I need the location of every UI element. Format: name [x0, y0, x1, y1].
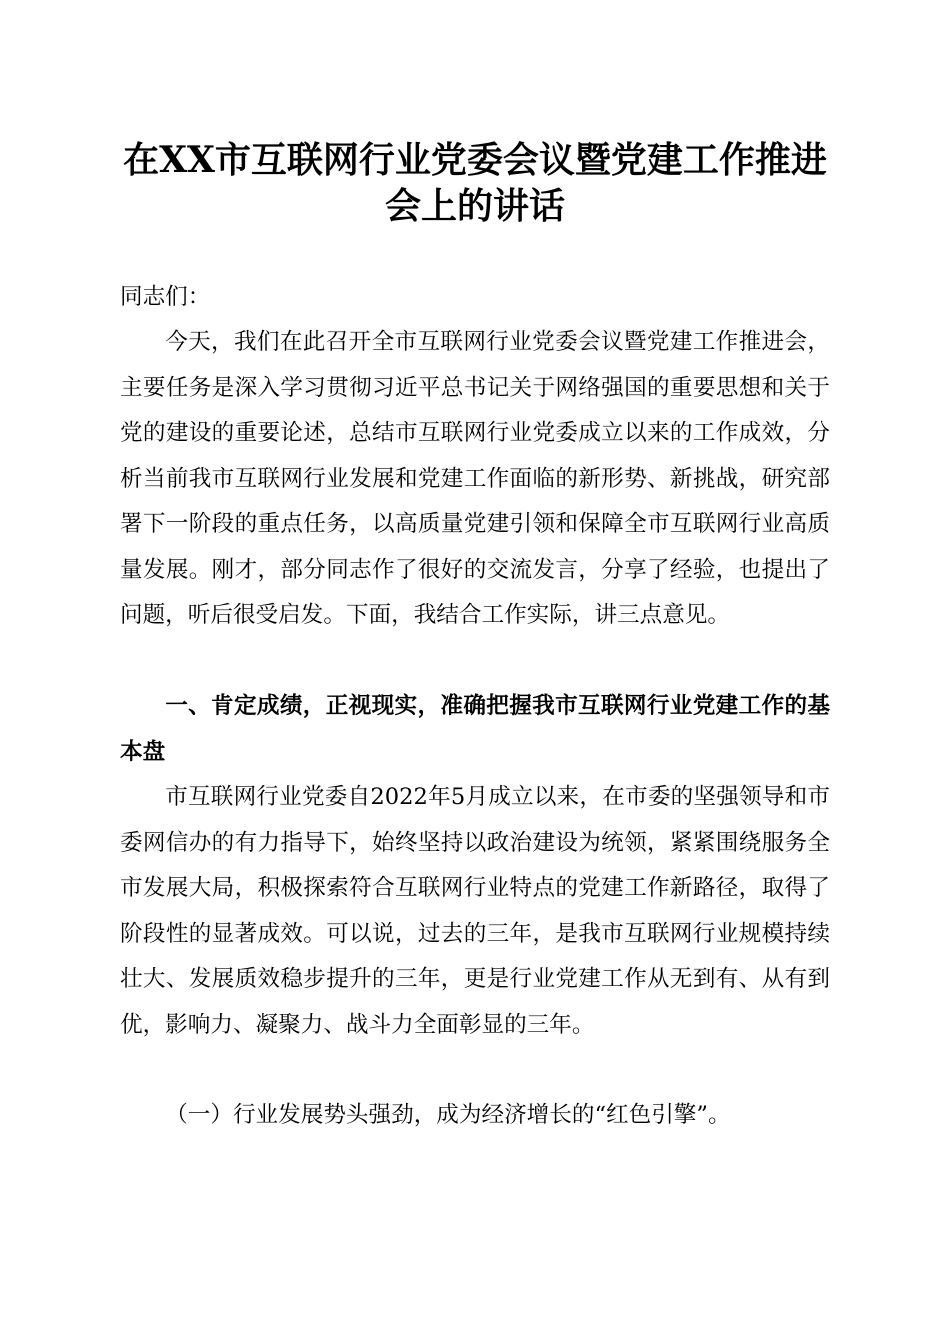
document-title-line-1: 在XX市互联网行业党委会议暨党建工作推进 — [123, 139, 827, 181]
subheading-1: （一）行业发展势头强劲，成为经济增长的“红色引擎”。 — [165, 1102, 731, 1128]
paragraph-intro: 今天，我们在此召开全市互联网行业党委会议暨党建工作推进会，主要任务是深入学习贯彻习近平总书记关于网络强国的重要思想和关于党的建设的重要论述，总结市互联网行业党委成立以来的工作成效，分析当前我市互联网行业发展和党建工作面临的新形势、新挑战，研究部署下一阶段的重点任务，以高质量党建引领和保障全市互联网行业高质量发展。刚才，部分同志作了很好的交流发言，分享了经验，也提出了问题，听后很受启发。下面，我结合工作实际，讲三点意见。 — [120, 329, 830, 628]
paragraph-achievements: 市互联网行业党委自2022年5月成立以来，在市委的坚强领导和市委网信办的有力指导下，始终坚持以政治建设为统领，紧紧围绕服务全市发展大局，积极探索符合互联网行业特点的党建工作新路径，取得了阶段性的显著成效。可以说，过去的三年，是我市互联网行业规模持续壮大、发展质效稳步提升的三年，更是行业党建工作从无到有、从有到优，影响力、凝聚力、战斗力全面彰显的三年。 — [120, 784, 830, 1038]
section-heading-1: 一、肯定成绩，正视现实，准确把握我市互联网行业党建工作的基本盘 — [120, 693, 830, 765]
salutation: 同志们： — [120, 284, 211, 310]
document-title-line-2: 会上的讲话 — [384, 185, 565, 227]
